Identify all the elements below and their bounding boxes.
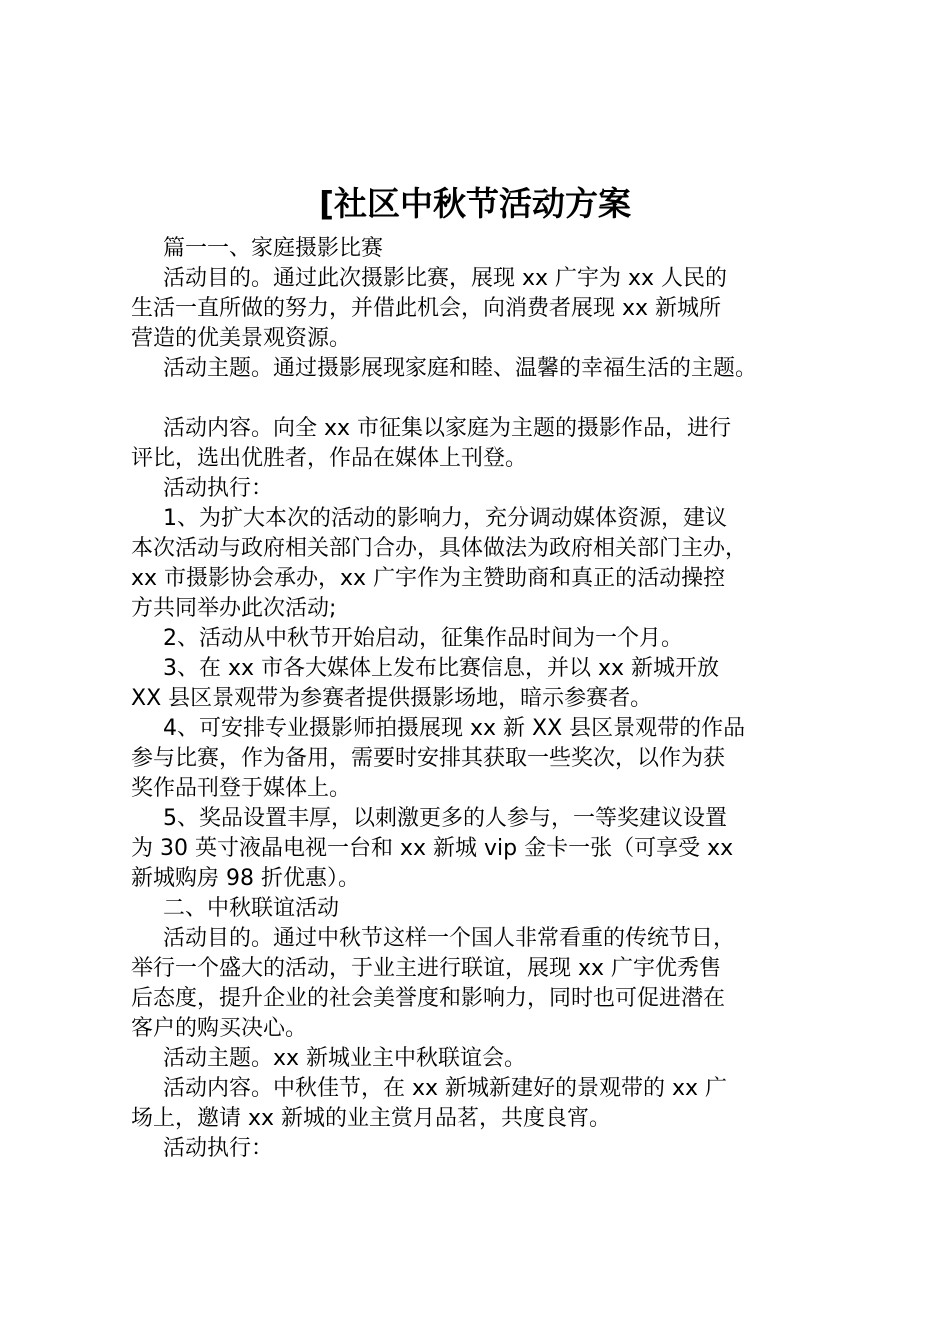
paragraph-line: 活动目的。通过中秋节这样一个国人非常看重的传统节日，: [163, 926, 736, 951]
paragraph-line: 举行一个盛大的活动，于业主进行联谊，展现 xx 广宇优秀售: [131, 956, 722, 981]
paragraph-line: 活动目的。通过此次摄影比赛，展现 xx 广宇为 xx 人民的: [163, 266, 728, 291]
paragraph-line: 活动主题。xx 新城业主中秋联谊会。: [163, 1046, 527, 1071]
paragraph-line: 活动主题。通过摄影展现家庭和睦、温馨的幸福生活的主题。: [163, 356, 758, 381]
paragraph-line: 本次活动与政府相关部门合办，具体做法为政府相关部门主办，: [131, 536, 748, 561]
paragraph-line: 营造的优美景观资源。: [131, 326, 352, 351]
paragraph-line: 2、活动从中秋节开始启动，征集作品时间为一个月。: [163, 626, 683, 651]
paragraph-line: 活动执行：: [163, 476, 274, 501]
paragraph-line: 方共同举办此次活动;: [131, 596, 337, 621]
paragraph-line: XX 县区景观带为参赛者提供摄影场地，暗示参赛者。: [131, 686, 653, 711]
paragraph-line: 评比，选出优胜者，作品在媒体上刊登。: [131, 446, 528, 471]
paragraph-line: 新城购房 98 折优惠）。: [131, 866, 360, 891]
paragraph-line: xx 市摄影协会承办，xx 广宇作为主赞助商和真正的活动操控: [131, 566, 726, 591]
page-title: [社区中秋节活动方案: [318, 184, 632, 223]
document-body: [131, 234, 851, 1164]
paragraph-line: 3、在 xx 市各大媒体上发布比赛信息，并以 xx 新城开放: [163, 656, 720, 681]
paragraph-line: 活动执行：: [163, 1136, 274, 1161]
paragraph-line: 为 30 英寸液晶电视一台和 xx 新城 vip 金卡一张（可享受 xx: [131, 836, 734, 861]
paragraph-line: 1、为扩大本次的活动的影响力，充分调动媒体资源，建议: [163, 506, 727, 531]
paragraph-line: 后态度，提升企业的社会美誉度和影响力，同时也可促进潜在: [131, 986, 726, 1011]
paragraph-line: 5、奖品设置丰厚，以刺激更多的人参与，一等奖建议设置: [163, 806, 727, 831]
paragraph-line: 生活一直所做的努力，并借此机会，向消费者展现 xx 新城所: [131, 296, 722, 321]
paragraph-line: 4、可安排专业摄影师拍摄展现 xx 新 XX 县区景观带的作品: [163, 716, 746, 741]
paragraph-line: 奖作品刊登于媒体上。: [131, 776, 352, 801]
paragraph-line: 活动内容。向全 xx 市征集以家庭为主题的摄影作品，进行: [163, 416, 732, 441]
blank-line: [131, 384, 851, 414]
paragraph-line: 二、中秋联谊活动: [163, 896, 340, 921]
paragraph-line: 场上，邀请 xx 新城的业主赏月品茗，共度良宵。: [131, 1106, 612, 1131]
paragraph-line: 参与比赛，作为备用，需要时安排其获取一些奖次，以作为获: [131, 746, 726, 771]
paragraph-line: 篇一一、家庭摄影比赛: [163, 236, 384, 261]
paragraph-line: 活动内容。中秋佳节，在 xx 新城新建好的景观带的 xx 广: [163, 1076, 728, 1101]
paragraph-line: 客户的购买决心。: [131, 1016, 308, 1041]
